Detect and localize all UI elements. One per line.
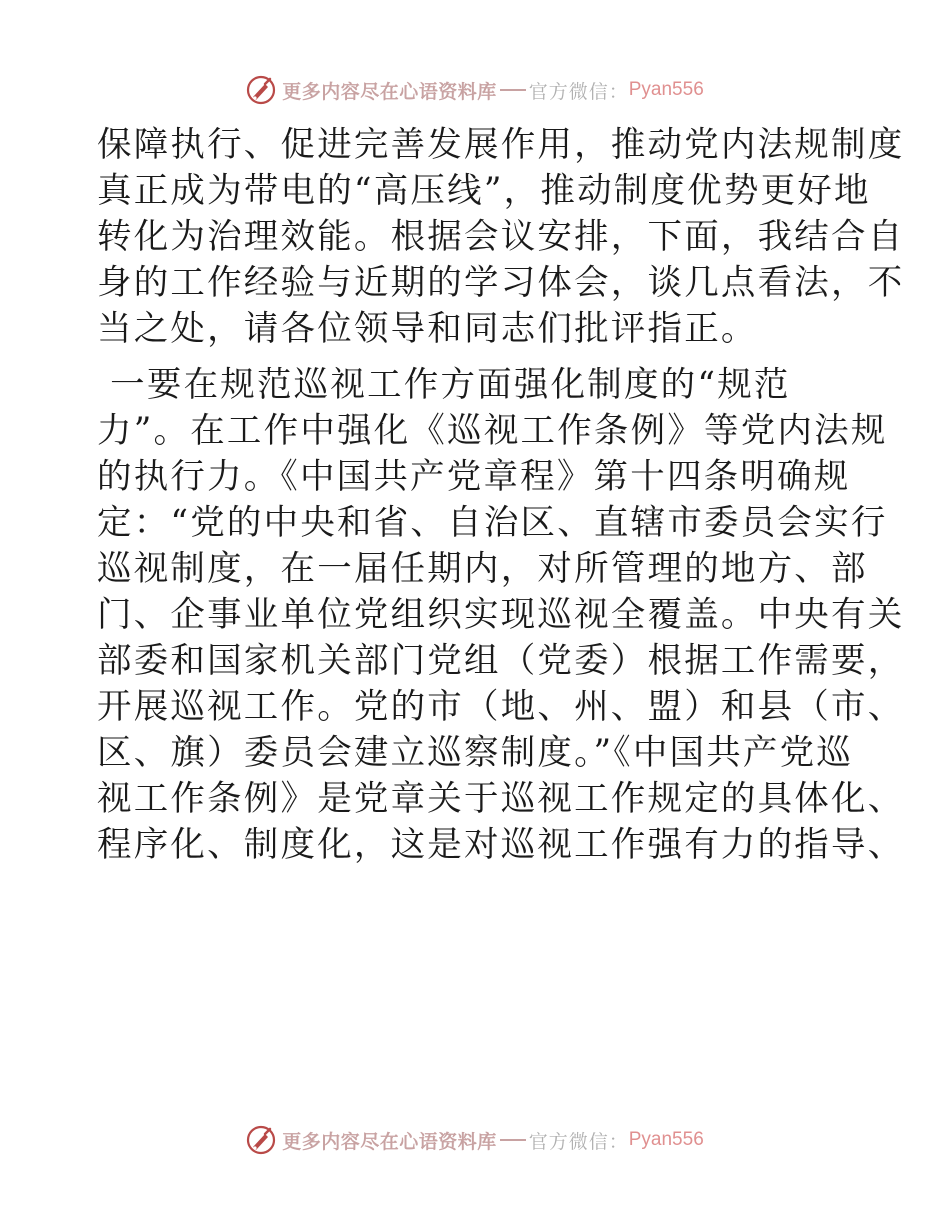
- paragraph-1: [97, 122, 905, 352]
- text-line: 身的工作经验与近期的学习体会，谈几点看法，不: [97, 263, 905, 303]
- header-wechat-label: 官方微信：: [528, 80, 629, 103]
- footer-banner: [0, 1122, 950, 1158]
- document-body: [97, 122, 905, 868]
- paragraph-2: [97, 362, 905, 868]
- text-line: 部委和国家机关部门党组（党委）根据工作需要，: [97, 641, 905, 681]
- text-line: 门、企事业单位党组织实现巡视全覆盖。中央有关: [97, 595, 905, 635]
- text-line: 开展巡视工作。党的市（地、州、盟）和县（市、: [97, 687, 905, 727]
- footer-wechat-label: 官方微信：: [528, 1130, 629, 1153]
- text-line: 力”。在工作中强化《巡视工作条例》等党内法规: [97, 411, 888, 451]
- text-line: 区、旗）委员会建立巡察制度。”《中国共产党巡: [97, 733, 854, 773]
- footer-promo-text: 更多内容尽在心语资料库: [282, 1130, 497, 1153]
- text-line: 巡视制度，在一届任期内，对所管理的地方、部: [97, 549, 868, 589]
- text-line: 真正成为带电的“高压线”，推动制度优势更好地: [97, 171, 871, 211]
- header-banner: [0, 72, 950, 108]
- pen-logo-icon: [246, 1125, 276, 1155]
- footer-wechat-id: Pyan556: [628, 1129, 704, 1150]
- text-line: 视工作条例》是党章关于巡视工作规定的具体化、: [97, 779, 905, 819]
- header-wechat-id: Pyan556: [628, 79, 704, 100]
- text-line: 保障执行、促进完善发展作用，推动党内法规制度: [97, 125, 905, 165]
- text-line: 定：“党的中央和省、自治区、直辖市委员会实行: [97, 503, 888, 543]
- footer-separator: [500, 1139, 526, 1141]
- header-separator: [500, 89, 526, 91]
- text-line: 当之处，请各位领导和同志们批评指正。: [97, 309, 758, 349]
- text-line: 一要在规范巡视工作方面强化制度的“规范: [97, 365, 791, 405]
- pen-logo-icon: [246, 75, 276, 105]
- header-promo-text: 更多内容尽在心语资料库: [282, 80, 497, 103]
- text-line: 程序化、制度化，这是对巡视工作强有力的指导、: [97, 825, 905, 865]
- text-line: 转化为治理效能。根据会议安排，下面，我结合自: [97, 217, 905, 257]
- text-line: 的执行力。《中国共产党章程》第十四条明确规: [97, 457, 851, 497]
- paragraph-gap: [97, 352, 849, 362]
